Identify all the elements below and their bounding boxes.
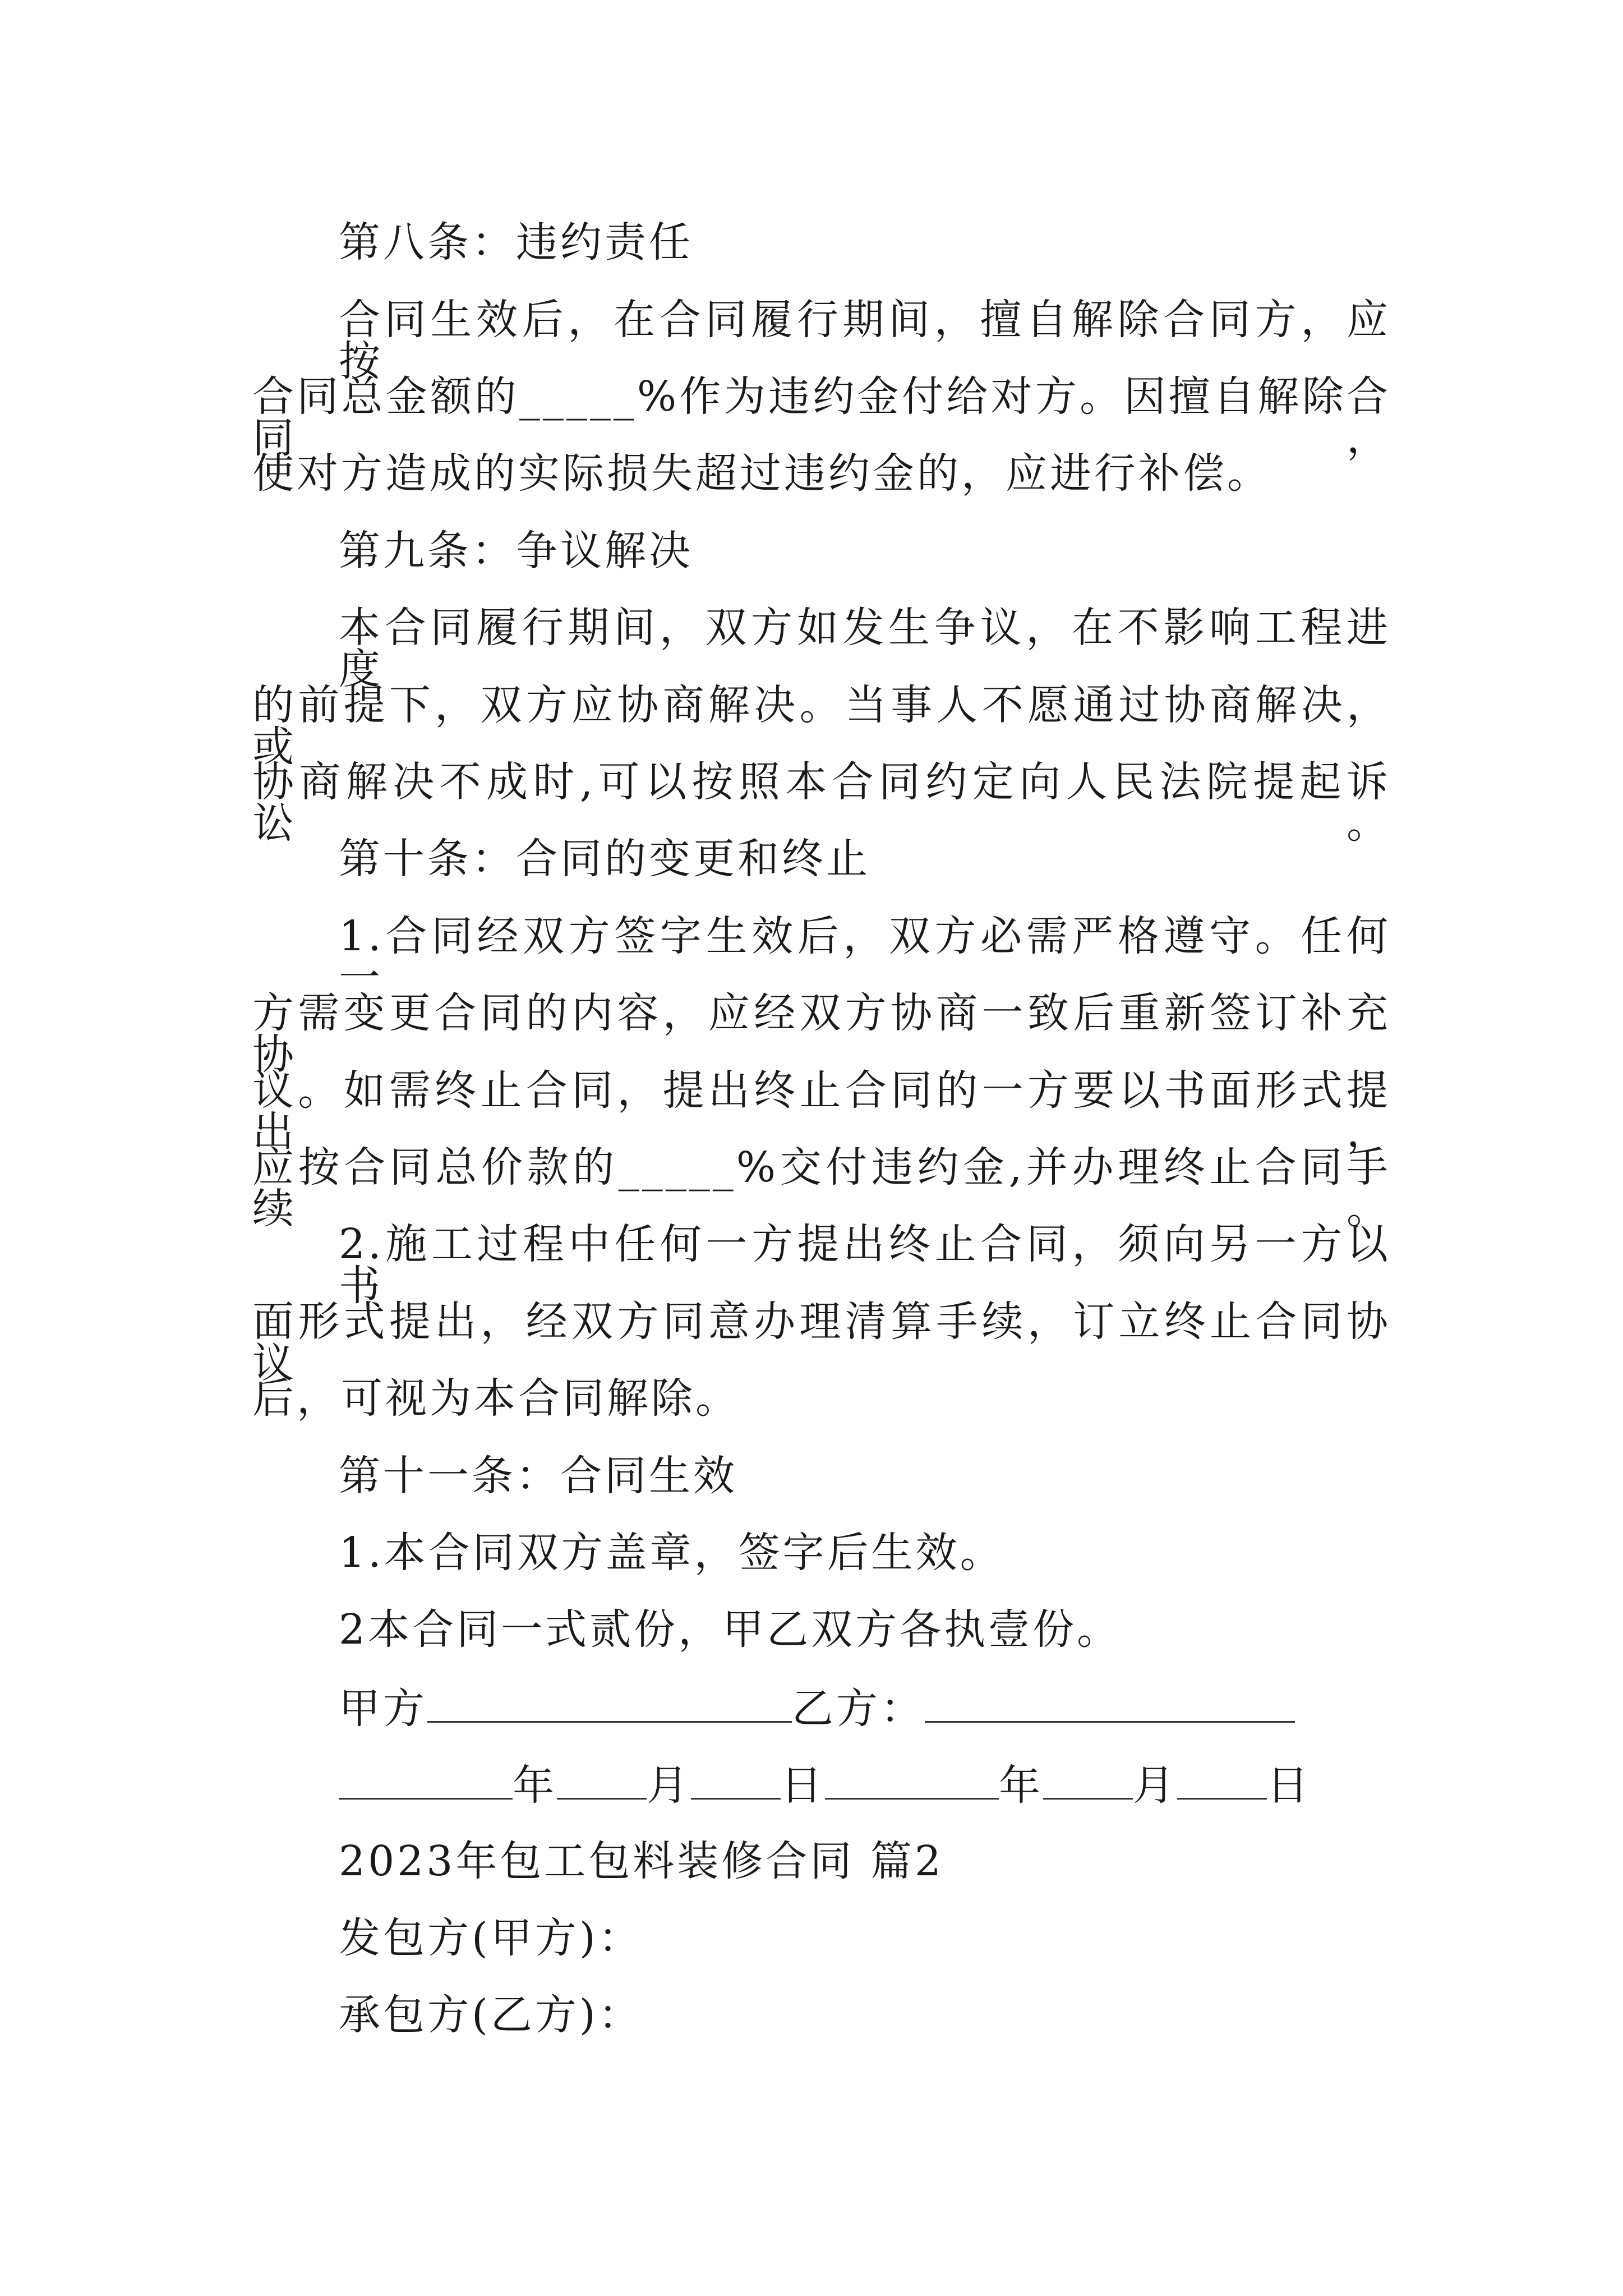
article-8-line-3: 使对方造成的实际损失超过违约金的，应进行补偿。 bbox=[252, 449, 1271, 498]
penalty-percent-blank: _____ bbox=[519, 372, 637, 421]
contract-2-title: 2023年包工包料装修合同 篇2 bbox=[339, 1837, 944, 1885]
article-11-item-2: 2本合同一式贰份，甲乙双方各执壹份。 bbox=[339, 1605, 1122, 1654]
party-a-year-blank[interactable] bbox=[339, 1763, 513, 1800]
article-9-line-3: 协商解决不成时,可以按照本合同约定向人民法院提起诉讼。 bbox=[252, 758, 1391, 848]
year-label-b: 年 bbox=[999, 1761, 1043, 1810]
article-10-item-1-line-1: 1.合同经双方签字生效后，双方必需严格遵守。任何一 bbox=[339, 912, 1391, 1002]
article-11-heading: 第十一条：合同生效 bbox=[339, 1452, 737, 1500]
article-11-item-1: 1.本合同双方盖章，签字后生效。 bbox=[339, 1529, 1004, 1577]
termination-percent-blank: _____ bbox=[618, 1143, 736, 1191]
article-8-heading: 第八条：违约责任 bbox=[339, 218, 693, 266]
party-b-signature-blank[interactable] bbox=[925, 1686, 1295, 1723]
party-b-line: 承包方(乙方)： bbox=[339, 1991, 643, 2039]
date-row bbox=[339, 1761, 1311, 1810]
article-10-item-2-line-1: 2.施工过程中任何一方提出终止合同，须向另一方以书 bbox=[339, 1220, 1391, 1310]
article-9-line-1: 本合同履行期间，双方如发生争议，在不影响工程进度 bbox=[339, 604, 1391, 693]
article-9-line-2: 的前提下，双方应协商解决。当事人不愿通过协商解决，或 bbox=[252, 681, 1391, 771]
day-label-b: 日 bbox=[1267, 1761, 1311, 1810]
party-b-year-blank[interactable] bbox=[825, 1763, 999, 1800]
article-10-heading: 第十条：合同的变更和终止 bbox=[339, 835, 870, 883]
party-a-day-blank[interactable] bbox=[691, 1763, 781, 1800]
year-label-a: 年 bbox=[513, 1761, 557, 1810]
month-label-b: 月 bbox=[1133, 1761, 1177, 1810]
article-8-line-1: 合同生效后，在合同履行期间，擅自解除合同方，应按 bbox=[339, 296, 1391, 385]
month-label-a: 月 bbox=[647, 1761, 691, 1810]
party-a-month-blank[interactable] bbox=[557, 1763, 647, 1800]
party-b-day-blank[interactable] bbox=[1177, 1763, 1267, 1800]
article-10-item-1-line-4: 应按合同总价款的_____%交付违约金,并办理终止合同手续。 bbox=[252, 1143, 1391, 1233]
article-10-item-2-line-2: 面形式提出，经双方同意办理清算手续，订立终止合同协议 bbox=[252, 1297, 1391, 1387]
article-9-heading: 第九条：争议解决 bbox=[339, 527, 693, 575]
party-a-label: 甲方 bbox=[339, 1685, 427, 1733]
party-b-label: 乙方： bbox=[792, 1685, 925, 1733]
party-a-signature-row bbox=[339, 1685, 1295, 1733]
article-10-item-1-line-2: 方需变更合同的内容，应经双方协商一致后重新签订补充协 bbox=[252, 989, 1391, 1079]
party-a-line: 发包方(甲方)： bbox=[339, 1914, 643, 1962]
party-b-month-blank[interactable] bbox=[1043, 1763, 1133, 1800]
article-10-item-2-line-3: 后，可视为本合同解除。 bbox=[252, 1374, 740, 1423]
day-label-a: 日 bbox=[781, 1761, 825, 1810]
article-10-item-1-line-3: 议。如需终止合同，提出终止合同的一方要以书面形式提出， bbox=[252, 1066, 1391, 1156]
party-a-signature-blank[interactable] bbox=[427, 1686, 792, 1723]
article-8-line-2: 合同总金额的_____%作为违约金付给对方。因擅自解除合同， bbox=[252, 372, 1391, 462]
